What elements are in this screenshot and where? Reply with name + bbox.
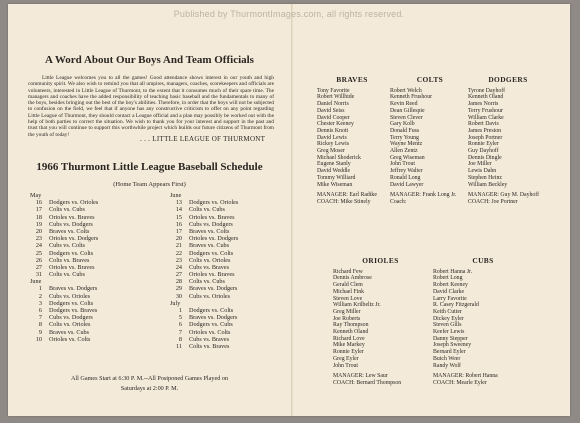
schedule-game: Dodgers vs. Cubs — [189, 321, 233, 329]
schedule-row — [168, 321, 288, 328]
player-name: Robert Willhide — [317, 94, 355, 101]
schedule-game: Cubs vs. Dodgers — [189, 220, 233, 228]
player-name: Daniel Norris — [317, 101, 349, 108]
schedule-row — [28, 336, 148, 343]
team-coach: Coach: — [390, 198, 407, 205]
schedule-row — [28, 250, 148, 257]
intro-paragraph: Little League welcomes you to all the games! Good attendance shows interest in our youth and high community spirit. We also wish to remind you that all umpires, managers, coaches, scorekeepers and officials are volunteers, interested in Little League of Thurmont, to the extent that it consumes much of their spare time. The managers and coaches have the added responsibility of teaching basic baseball and the fundamentals to many of the boys, besides bringing out the best of the boy's abilities. Therefore, in order that the boys will not be subjected to confusion on the field, we feel that if anyone has any constructive criticism to offer on any point regarding Little League of Thurmont, they should contact a League official and a plan may possibly be worked out with the help of both parties to correct the situation. We wish to thank you for your interest and support in the past and trust that you will continue to support this worthwhile project which builds our future citizens of Thurmont from the youth of today! — [28, 75, 274, 138]
player-name: Richard Love — [333, 335, 365, 342]
player-name: Stephen Heinz — [468, 174, 502, 181]
schedule-row — [28, 307, 148, 314]
schedule-game: Dodgers vs. Braves — [49, 307, 98, 314]
team-staff — [317, 192, 387, 205]
schedule-game: Colts vs. Orioles — [49, 321, 91, 329]
player-name: Tony Favorite — [317, 87, 350, 94]
schedule-game: Orioles vs. Colts — [189, 328, 231, 336]
roster-list — [333, 269, 428, 370]
team-coach: COACH: Mike Stinely — [317, 198, 371, 205]
player-name: Robert Welch — [390, 87, 422, 94]
team-coach: COACH: Bernard Thompson — [333, 379, 402, 386]
schedule-day: 20 — [35, 227, 42, 235]
schedule-row — [28, 214, 148, 221]
player-name: David Seiss — [317, 107, 345, 114]
schedule-month-label: May — [30, 192, 42, 199]
schedule-row — [168, 293, 288, 300]
schedule-day: 30 — [175, 292, 182, 300]
player-name: Steven Love — [333, 295, 363, 302]
schedule-row — [168, 278, 288, 285]
schedule-game: Cubs vs. Dodgers — [49, 314, 93, 322]
program-sheet — [8, 4, 570, 416]
player-name: Eugene Stanly — [317, 161, 351, 168]
schedule-day: 24 — [175, 263, 182, 271]
schedule-game: Braves vs. Cubs — [189, 242, 230, 250]
schedule-game: Braves vs. Colts — [49, 227, 90, 235]
schedule-game: Braves vs. Dodgers — [189, 314, 238, 322]
schedule-game: Colts vs. Cubs — [189, 206, 225, 214]
schedule-day: 6 — [178, 321, 182, 329]
team-colts — [390, 77, 470, 206]
player-name: Wayne Mentz — [390, 141, 423, 148]
player-name: Butch Weer — [433, 355, 461, 362]
schedule-day: 7 — [178, 328, 182, 336]
team-orioles — [333, 258, 428, 387]
team-cubs — [433, 258, 533, 387]
player-name: Dean Gillespie — [390, 107, 425, 114]
schedule-day: 24 — [35, 242, 42, 250]
team-manager: MANAGER: Lew Saur — [333, 373, 388, 380]
schedule-row — [28, 300, 148, 307]
schedule-day: 20 — [175, 235, 182, 243]
schedule-game: Dodgers vs. Orioles — [49, 199, 99, 207]
schedule-day: 11 — [176, 342, 182, 350]
player-name: Lewis Dahn — [468, 168, 497, 175]
team-staff — [468, 192, 548, 205]
player-name: Keith Cutter — [433, 308, 462, 315]
schedule-day: 28 — [175, 278, 182, 286]
schedule-row — [168, 228, 288, 235]
player-name: Randy Wolf — [433, 362, 461, 369]
player-name: Robert Long — [433, 275, 463, 282]
schedule-day: 25 — [35, 249, 42, 257]
team-manager: MANAGER: Robert Hanna — [433, 373, 498, 380]
right-page — [293, 4, 570, 416]
player-name: Terry Frushour — [468, 107, 503, 114]
roster-list — [317, 88, 387, 189]
player-name: William Beckley — [468, 181, 508, 188]
player-name: David Lewis — [317, 134, 347, 141]
player-name: Dennis Dingle — [468, 154, 502, 161]
schedule-game: Braves vs. Colts — [189, 227, 230, 235]
player-name: Kenneth Oland — [333, 329, 369, 336]
schedule-day: 7 — [38, 314, 42, 322]
schedule-day: 8 — [178, 335, 182, 343]
schedule-row — [168, 314, 288, 321]
schedule-day: 19 — [35, 220, 42, 228]
schedule-game: Orioles vs. Braves — [49, 263, 95, 271]
player-name: Michael Fink — [333, 288, 365, 295]
player-name: Ronald Long — [390, 174, 421, 181]
player-name: William Clarke — [468, 114, 504, 121]
schedule-game: Braves vs. Dodgers — [189, 285, 238, 293]
schedule-day: 27 — [35, 263, 42, 271]
player-name: James Preston — [468, 127, 502, 134]
schedule-game: Colts vs. Braves — [189, 342, 230, 350]
schedule-row — [168, 199, 288, 206]
player-name: Danny Stepper — [433, 335, 468, 342]
schedule-game: Orioles vs. Braves — [189, 271, 235, 279]
schedule-day: 26 — [35, 256, 42, 264]
player-name: Dickey Eyler — [433, 315, 464, 322]
schedule-row — [168, 257, 288, 264]
team-coach: COACH: Mearle Eyler — [433, 379, 487, 386]
schedule-row — [168, 206, 288, 213]
schedule-subtitle: (Home Team Appears First) — [113, 181, 186, 188]
team-manager: MANAGER: Earl Radtke — [317, 192, 377, 199]
schedule-game: Dodgers vs. Colts — [189, 307, 234, 314]
team-dodgers — [468, 77, 548, 206]
player-name: Greg Eyler — [333, 355, 359, 362]
player-name: Tyrone Dayhoff — [468, 87, 505, 94]
player-name: David Lawyer — [390, 181, 424, 188]
schedule-day: 15 — [175, 213, 182, 221]
player-name: Allen Zentz — [390, 148, 418, 155]
team-staff — [390, 192, 470, 205]
schedule-game: Cubs vs. Orioles — [189, 292, 231, 300]
schedule-month-label: June — [30, 278, 42, 286]
player-name: Kevin Reed — [390, 101, 418, 108]
schedule-day: 22 — [175, 249, 182, 257]
schedule-row — [168, 329, 288, 336]
player-name: Kenneth Oland — [468, 94, 504, 101]
schedule-month-label: July — [170, 299, 181, 307]
player-name: Greg Wiseman — [390, 154, 425, 161]
schedule-row — [168, 271, 288, 278]
player-name: David Cooper — [317, 114, 350, 121]
schedule-game: Orioles vs. Braves — [49, 213, 95, 221]
team-name: COLTS — [416, 75, 444, 84]
player-name: R. Casey Fitzgerald — [433, 302, 479, 309]
schedule-row — [28, 314, 148, 321]
player-name: Jeffrey Walter — [390, 168, 423, 175]
intro-title: A Word About Our Boys And Team Officials — [45, 54, 254, 66]
schedule-row — [28, 271, 148, 278]
player-name: Tommy Williard — [317, 174, 356, 181]
team-name: CUBS — [472, 256, 494, 265]
player-name: Larry Favorite — [433, 295, 467, 302]
schedule-game: Dodgers vs. Orioles — [189, 199, 239, 207]
player-name: Greg Miller — [333, 308, 361, 315]
schedule-game: Cubs vs. Braves — [189, 335, 230, 343]
player-name: Dennis Knott — [317, 127, 349, 134]
player-name: Gary Kolb — [390, 121, 415, 128]
team-manager: MANAGER: Frank Long Jr. — [390, 192, 457, 199]
schedule-day: 14 — [175, 206, 182, 214]
schedule-month-label: June — [170, 192, 182, 199]
schedule-row — [28, 228, 148, 235]
schedule-game: Colts vs. Braves — [49, 256, 90, 264]
player-name: Mike Wiseman — [317, 181, 353, 188]
schedule-row — [168, 235, 288, 242]
team-staff — [433, 373, 533, 386]
player-name: Steven Gills — [433, 322, 462, 329]
schedule-day: 1 — [178, 307, 182, 314]
team-manager: MANAGER: Guy M. Dayhoff — [468, 192, 540, 199]
player-name: Mike Markey — [333, 342, 365, 349]
schedule-game: Dodgers vs. Colts — [49, 299, 94, 307]
player-name: David Clarke — [433, 288, 465, 295]
schedule-row — [168, 214, 288, 221]
player-name: Joseph Portner — [468, 134, 503, 141]
player-name: Robert Hanna Jr. — [433, 268, 473, 275]
player-name: Michael Shoderick — [317, 154, 361, 161]
team-staff — [333, 373, 428, 386]
schedule-day: 31 — [35, 271, 42, 279]
player-name: Richard Few — [333, 268, 363, 275]
schedule-row — [168, 307, 288, 314]
schedule-footer-line2: Saturdays at 2:00 P. M. — [120, 385, 179, 392]
player-name: Steven Clever — [390, 114, 423, 121]
schedule-day: 16 — [35, 199, 42, 207]
schedule-game: Cubs vs. Colts — [49, 242, 85, 250]
schedule-row — [28, 242, 148, 249]
team-name: DODGERS — [488, 75, 528, 84]
schedule-day: 10 — [35, 335, 42, 343]
team-braves — [317, 77, 387, 206]
schedule-day: 17 — [175, 227, 182, 235]
player-name: David Weddle — [317, 168, 351, 175]
schedule-row — [168, 336, 288, 343]
schedule-day: 8 — [38, 321, 42, 329]
player-name: Guy Dayhoff — [468, 148, 499, 155]
schedule-game: Orioles vs. Dodgers — [49, 235, 99, 243]
schedule-row — [168, 264, 288, 271]
schedule-row — [168, 343, 288, 350]
player-name: Terry Young — [390, 134, 419, 141]
roster-list — [468, 88, 548, 189]
watermark: Published by ThurmontImages.com, all rights reserved. — [173, 9, 405, 19]
player-name: Joseph Sweeney — [433, 342, 472, 349]
player-name: Donald Fuss — [390, 127, 420, 134]
player-name: Joe Roberts — [333, 315, 361, 322]
schedule-game: Colts vs. Cubs — [49, 206, 85, 214]
schedule-day: 1 — [38, 285, 42, 293]
schedule-game: Orioles vs. Dodgers — [189, 235, 239, 243]
schedule-game: Colts vs. Orioles — [189, 256, 231, 264]
schedule-row — [28, 264, 148, 271]
schedule-footer-line1: All Games Start at 6:30 P. M.--All Postponed Games Played on — [70, 375, 229, 382]
schedule-game: Dodgers vs. Colts — [49, 249, 94, 257]
schedule-game: Cubs vs. Dodgers — [49, 220, 93, 228]
schedule-day: 3 — [38, 299, 42, 307]
schedule-day: 27 — [175, 271, 182, 279]
schedule-row — [28, 206, 148, 213]
player-name: Robert Keeney — [433, 282, 468, 289]
schedule-column-left — [28, 192, 148, 343]
player-name: John Trout — [333, 362, 358, 369]
player-name: John Trout — [390, 161, 415, 168]
schedule-day: 13 — [175, 199, 182, 207]
schedule-day: 9 — [38, 328, 42, 336]
player-name: Kenneth Frushour — [390, 94, 433, 101]
schedule-game: Orioles vs. Braves — [189, 213, 235, 221]
schedule-day: 23 — [35, 235, 42, 243]
team-name: ORIOLES — [362, 256, 399, 265]
schedule-day: 17 — [35, 206, 42, 214]
roster-list — [433, 269, 533, 370]
player-name: Ronnie Eyler — [333, 349, 364, 356]
schedule-row — [168, 285, 288, 292]
schedule-row — [28, 285, 148, 292]
schedule-row — [168, 242, 288, 249]
schedule-day: 2 — [38, 292, 42, 300]
player-name: Gerald Clem — [333, 282, 363, 289]
schedule-row — [168, 221, 288, 228]
player-name: Robert Davis — [468, 121, 499, 128]
schedule-row — [28, 235, 148, 242]
schedule-game: Braves vs. Cubs — [49, 328, 90, 336]
player-name: Joe Miller — [468, 161, 492, 168]
schedule-row — [28, 221, 148, 228]
schedule-row — [28, 293, 148, 300]
schedule-row — [28, 199, 148, 206]
schedule-game: Colts vs. Cubs — [189, 278, 225, 286]
schedule-day: 29 — [175, 285, 182, 293]
schedule-row — [168, 250, 288, 257]
player-name: Ronnie Eyler — [468, 141, 499, 148]
player-name: Keefer Lewis — [433, 329, 465, 336]
player-name: James Norris — [468, 101, 499, 108]
schedule-day: 6 — [38, 307, 42, 314]
intro-signoff: . . . LITTLE LEAGUE OF THURMONT — [140, 135, 266, 143]
schedule-column-right — [168, 192, 288, 350]
player-name: Greg Moser — [317, 148, 345, 155]
left-page — [8, 4, 291, 416]
player-name: William Krilbeltz Jr. — [333, 302, 381, 309]
schedule-game: Cubs vs. Orioles — [49, 292, 91, 300]
player-name: Dennis Ambrose — [333, 275, 372, 282]
schedule-day: 16 — [175, 220, 182, 228]
schedule-row — [28, 321, 148, 328]
schedule-game: Colts vs. Cubs — [49, 271, 85, 279]
player-name: Rickey Lewis — [317, 141, 350, 148]
schedule-game: Cubs vs. Braves — [189, 263, 230, 271]
schedule-title: 1966 Thurmont Little League Baseball Schedule — [36, 161, 263, 173]
schedule-row — [28, 257, 148, 264]
schedule-day: 21 — [175, 242, 182, 250]
schedule-day: 18 — [35, 213, 42, 221]
schedule-day: 5 — [178, 314, 182, 322]
schedule-game: Dodgers vs. Colts — [189, 249, 234, 257]
player-name: Bernard Eyler — [433, 349, 466, 356]
schedule-game: Orioles vs. Colts — [49, 335, 91, 343]
player-name: Ray Thompson — [333, 322, 369, 329]
schedule-day: 23 — [175, 256, 182, 264]
team-coach: COACH: Joe Portner — [468, 198, 518, 205]
schedule-row — [28, 329, 148, 336]
schedule-game: Braves vs. Dodgers — [49, 285, 98, 293]
team-name: BRAVES — [336, 75, 368, 84]
player-name: Chester Keeney — [317, 121, 354, 128]
roster-list — [390, 88, 470, 189]
